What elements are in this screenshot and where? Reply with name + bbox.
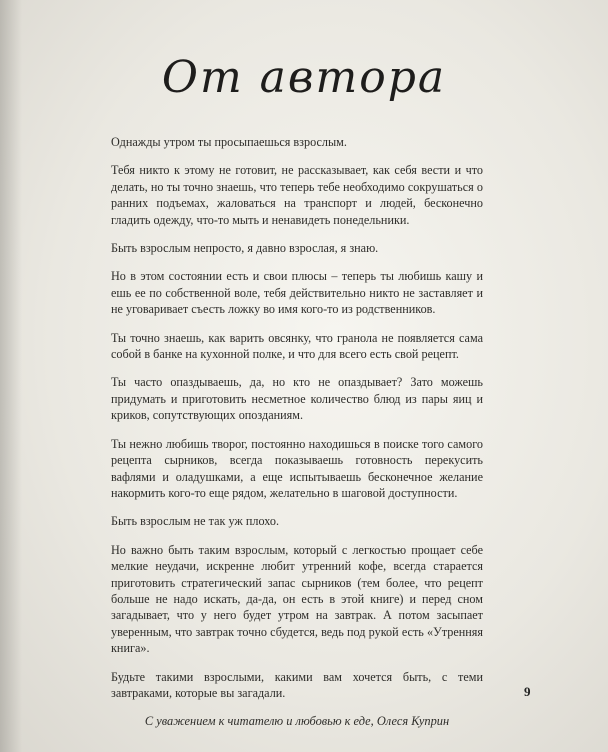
text-body — [111, 134, 483, 742]
paragraph-6: Ты часто опаздываешь, да, но кто не опаздывает? Зато можешь придумать и приготовить несметное количество блюд из пары яиц и криков, сопутствующих опозданиям. — [111, 375, 483, 423]
paragraph-10: Будьте такими взрослыми, какими вам хочется быть, с теми завтраками, которые вы загадали. — [111, 669, 483, 700]
paragraph-3: Быть взрослым непросто, я давно взрослая, я знаю. — [111, 241, 379, 256]
spine-shadow — [0, 0, 22, 752]
paragraph-5: Ты точно знаешь, как варить овсянку, что гранола не появляется сама собой в банке на кухонной полке, и что для всего есть свой рецепт. — [111, 330, 483, 362]
paragraph-1: Однажды утром ты просыпаешься взрослым. — [111, 135, 347, 149]
page-number: 9 — [524, 684, 531, 699]
page-title: От автора — [161, 52, 447, 103]
paragraph-2: Тебя никто к этому не готовит, не рассказывает, как себя вести и что делать, но ты точно знаешь, что теперь тебе необходимо сокрушаться о ранних подъемах, жаловаться на транспорт и людей, бесконечно гладить одежду, что-то мыть и ненавидеть понедельники. — [111, 163, 483, 227]
paragraph-4: Но в этом состоянии есть и свои плюсы – теперь ты любишь кашу и ешь ее по собственной воле, тебя действительно никто не заставляет и не уговаривает съесть ложку во имя кого-то из родственников. — [111, 269, 483, 317]
author-signature: С уважением к читателю и любовью к еде, Олеся Куприн — [144, 714, 450, 729]
paragraph-8: Быть взрослым не так уж плохо. — [111, 514, 280, 529]
paragraph-9: Но важно быть таким взрослым, который с легкостью прощает себе мелкие неудачи, искренне любит утренний кофе, всегда старается приготовить стратегический запас сырников (тем более, что рецепт больше не надо искать, да-да, он есть в этой книге) и перед сном загадывает, что у него будет утром на завтрак. А потом засыпает уверенным, что завтрак точно сбудется, ведь под рукой есть «Утренняя книга». — [111, 542, 483, 656]
paragraph-7: Ты нежно любишь творог, постоянно находишься в поиске того самого рецепта сырников, всегда показываешь готовность перекусить вафлями и оладушками, а еще испытываешь бесконечное желание накормить кого-то еще рядом, желательно в шаговой доступности. — [111, 436, 483, 500]
